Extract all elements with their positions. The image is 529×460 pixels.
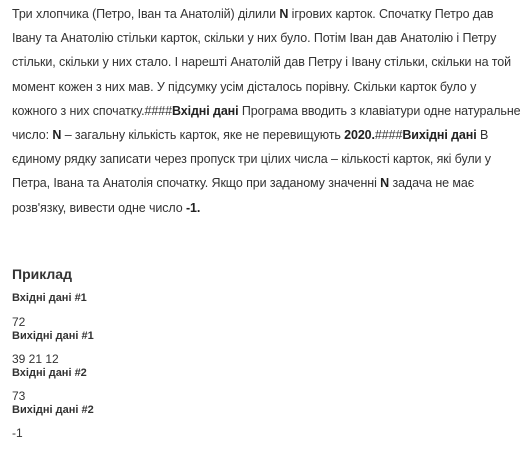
example-input-1-label: Вхідні дані #1: [12, 292, 87, 304]
example-input-2-label: Вхідні дані #2: [12, 367, 87, 379]
statement-bold-minus-one: -1.: [185, 200, 201, 215]
example-title: Приклад: [12, 266, 72, 282]
statement-bold-limit: 2020.: [344, 128, 375, 143]
statement-text-6: В єдиному рядку записати через пропуск три цілих числа – кількості карток, які були у Петра, Івана та Анатолія спочатку. Якщо при заданому значенні: [12, 128, 491, 191]
problem-statement: [12, 2, 524, 220]
example-output-1-value: 39 21 12: [12, 352, 59, 366]
example-output-1-label: Вихідні дані #1: [12, 330, 94, 342]
statement-bold-n-3: N: [380, 176, 390, 191]
example-output-2-label: Вихідні дані #2: [12, 404, 94, 416]
statement-text-2: ігрових карток. Спочатку Петро дав Івану та Анатолію стільки карток, скільки у них було. Потім Іван дав Анатолію і Петру стільки, скільки у них стало. І нарешті Анатолій дав Петру і Івану стільки, скільки на той момент кожен з них мав. У підсумку усім дісталось порівну. Скільки карток було у кожного з них спочатку.####: [12, 7, 512, 118]
statement-bold-n-2: N: [52, 128, 62, 143]
example-input-2-value: 73: [12, 389, 26, 403]
input-heading-inline: Вхідні дані: [171, 103, 239, 118]
statement-text-1: Три хлопчика (Петро, Іван та Анатолій) ділили: [12, 7, 280, 21]
example-input-1-value: 72: [12, 315, 26, 329]
statement-text-3: Програма вводить з клавіатури одне натуральне число:: [12, 103, 521, 143]
example-output-2-value: -1: [12, 426, 23, 440]
statement-text-7: задача не має розв'язку, вивести одне число: [12, 176, 474, 215]
output-heading-inline: Вихідні дані: [402, 128, 477, 143]
statement-text-5: ####: [374, 128, 403, 143]
statement-bold-n: N: [279, 7, 289, 21]
statement-text-4: – загальну кількість карток, яке не перевищують: [61, 128, 345, 143]
